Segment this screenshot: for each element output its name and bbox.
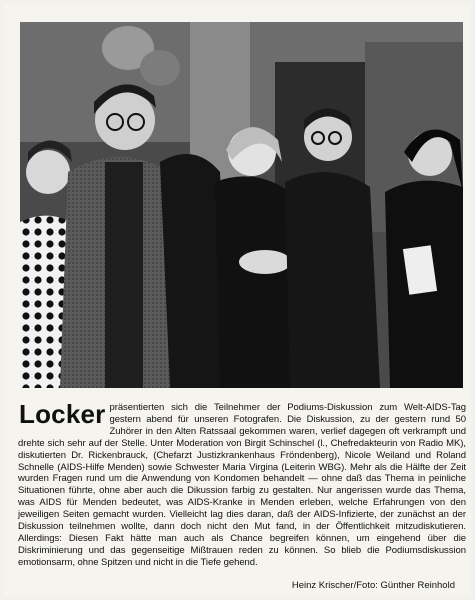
group-photo <box>20 22 463 388</box>
caption-headword: Locker <box>19 399 106 429</box>
caption-body: präsentierten sich die Teilnehmer der Podiums-Diskussion zum Welt-AIDS-Tag gestern abend für unseren Fotografen. Die Diskussion, zu der gestern rund 50 Zuhörer in den Alten Ratssaal gekommen waren, verlief dagegen oft verkrampft und drehte sich sehr auf der Stelle. Unter Moderation von Birgit Schinschel (l., Chefredakteurin von Radio MK), diskutierten Dr. Rickenbrauck, (Chefarzt Justizkrankenhaus Fröndenberg), Nicole Weiland und Roland Schnelle (AIDS-Hilfe Menden) sowie Schwester Maria Virgina (Leiterin WBG). Mehr als die Hälfte der Zeit wurden Fragen rund um die Anwendung von Kondomen behandelt — ohne daß das Thema in peinliche Situationen führte, ohne aber auch die Dikussion farbig zu gestalten. Nur angerissen wurde das Thema, was AIDS für Menden bedeutet, was AIDS-Kranke in Menden erleben, welche Erfahrungen von den jeweiligen Seiten gemacht wurden. Vielleicht lag dies daran, daß der AIDS-Infizierte, der zunächst an der Diskussion teilnehmen wollte, dann doch nicht den Mut fand, in der Öffentlichkeit mitzudiskutieren. Allerdings: Diesen Fakt hätte man auch als Chance begreifen können, um eingehend über die Diskriminierung und das gegenseitige Mißtrauen reden zu können. So blieb die Podiumsdiskussion emotionsarm, ohne Spitzen und nicht in die Tiefe gehend. <box>18 402 466 568</box>
photo-caption <box>18 399 466 569</box>
newspaper-clipping <box>4 4 471 596</box>
photo-illustration <box>20 22 463 388</box>
author-photo-credit: Heinz Krischer/Foto: Günther Reinhold <box>291 580 455 591</box>
